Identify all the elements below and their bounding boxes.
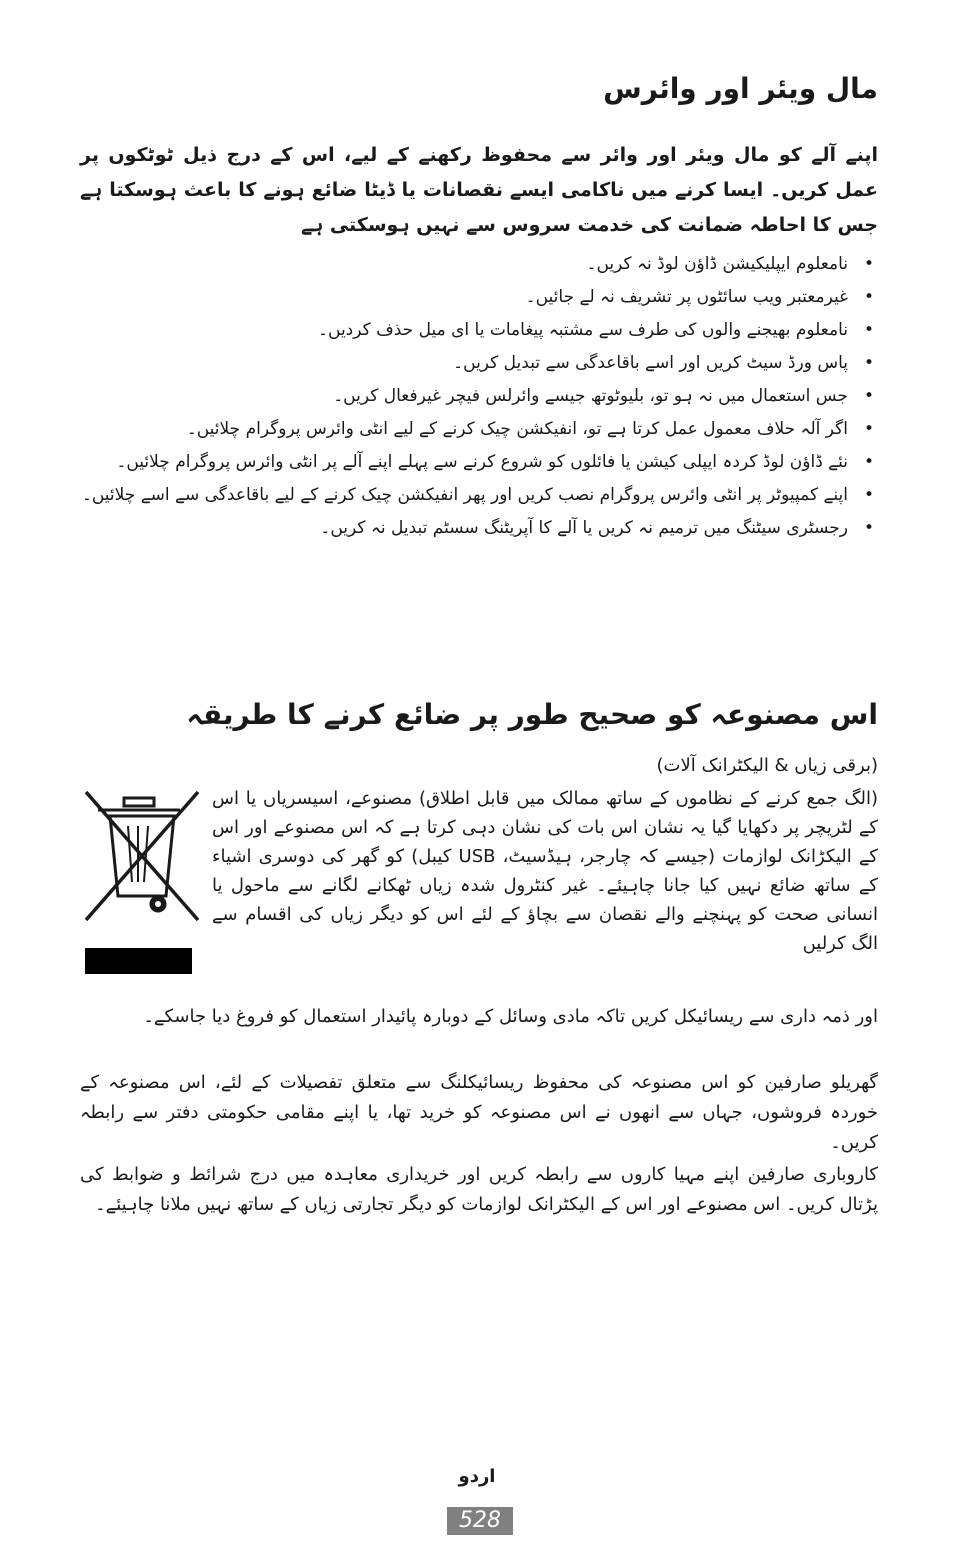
crossed-out-bin-icon	[80, 786, 204, 926]
section-title-malware: مال ویئر اور وائرس	[603, 72, 878, 105]
list-item: • نئے ڈاؤن لوڈ کردہ ایپلی کیشن یا فائلوں کو شروع کرنے سے پہلے اپنے آلے پر انٹی وائرس پروگرام چلائیں۔	[80, 448, 878, 477]
household-users-paragraph: گھریلو صارفین کو اس مصنوعہ کی محفوظ ریسائیکلنگ سے متعلق تفصیلات کے لئے، اس مصنوعہ کے خوردہ فروشوں، جہاں سے انھوں نے اس مصنوعہ کو خرید تھا، یا اپنے مقامی حکومتی دفتر سے رابطہ کریں۔	[80, 1072, 878, 1153]
weee-text: (الگ جمع کرنے کے نظاموں کے ساتھ ممالک میں قابل اطلاق) مصنوعے، اسیسریاں یا اس کے لٹریچر پر دکھایا گیا یہ نشان اس بات کی نشان دہی کرتا ہے کہ اس مصنوعے اور اس کے الیکڑانک لوازمات (جیسے کہ چارجر، ہیڈسیٹ، USB کیبل) کو گھر کی دوسری اشیاء کے ساتھ ضائع نہیں کیا جانا چاہیئے۔ غیر کنٹرول شدہ زیاں ٹھکانے لگانے سے ماحول یا انسانی صحت کو پہنچنے والے نقصان سے بچاؤ کے لئے اس کو دیگر زیاں کی اقسام سے الگ کرلیں	[212, 788, 878, 954]
footer-language: اردو	[458, 1466, 496, 1487]
page-number: 528	[447, 1507, 513, 1535]
list-item: • پاس ورڈ سیٹ کریں اور اسے باقاعدگی سے تبدیل کریں۔	[80, 349, 878, 378]
list-item: • اگر آلہ حلاف معمول عمل کرتا ہے تو، انفیکشن چیک کرنے کے لیے انٹی وائرس پروگرام چلائیں۔	[80, 415, 878, 444]
list-item: • غیرمعتبر ویب سائٹوں پر تشریف نہ لے جائیں۔	[80, 283, 878, 312]
disposal-subtitle: (برقی زیاں & الیکٹرانک آلات)	[656, 755, 878, 776]
business-users-paragraph: کاروباری صارفین اپنے مہیا کاروں سے رابطہ کریں اور خریداری معاہدہ میں درج شرائط و ضوابط کی پڑتال کریں۔ اس مصنوعے اور اس کے الیکٹرانک لوازمات کو دیگر تجارتی زیاں کے ساتھ نہیں ملانا چاہیئے۔	[80, 1164, 878, 1215]
recycling-paragraph: اور ذمہ داری سے ریسائیکل کریں تاکہ مادی وسائل کے دوبارہ پائیدار استعمال کو فروغ دیا جاسکے۔	[143, 1006, 878, 1027]
section-title-disposal: اس مصنوعہ کو صحیح طور پر ضائع کرنے کا طریقہ	[186, 698, 878, 731]
list-item: • جس استعمال میں نہ ہو تو، بلیوٹوتھ جیسے وائرلس فیچر غیرفعال کریں۔	[80, 382, 878, 411]
list-item: • اپنے کمپیوٹر پر انٹی وائرس پروگرام نصب کریں اور پھر انفیکشن چیک کرنے کے لیے باقاعدگی سے اسے چلائیں۔	[80, 481, 878, 510]
black-bar	[85, 948, 192, 974]
list-item: • نامعلوم ایپلیکیشن ڈاؤن لوڈ نہ کریں۔	[80, 250, 878, 279]
weee-notice	[80, 784, 878, 1006]
list-item: • رجسٹری سیٹنگ میں ترمیم نہ کریں یا آلے کا آپریٹنگ سسٹم تبدیل نہ کریں۔	[80, 514, 878, 543]
malware-tips-list	[80, 250, 878, 547]
list-item: • نامعلوم بھیجنے والوں کی طرف سے مشتبہ پیغامات یا ای میل حذف کردیں۔	[80, 316, 878, 345]
malware-intro: اپنے آلے کو مال ویئر اور وائر سے محفوظ رکھنے کے لیے، اس کے درج ذیل ٹوٹکوں پر عمل کریں۔ ایسا کرنے میں ناکامی ایسے نقصانات یا ڈیٹا ضائع ہونے کا باعث ہوسکتا ہے جس کا احاطہ ضمانت کی خدمت سروس سے نہیں ہوسکتی ہے	[80, 144, 878, 236]
